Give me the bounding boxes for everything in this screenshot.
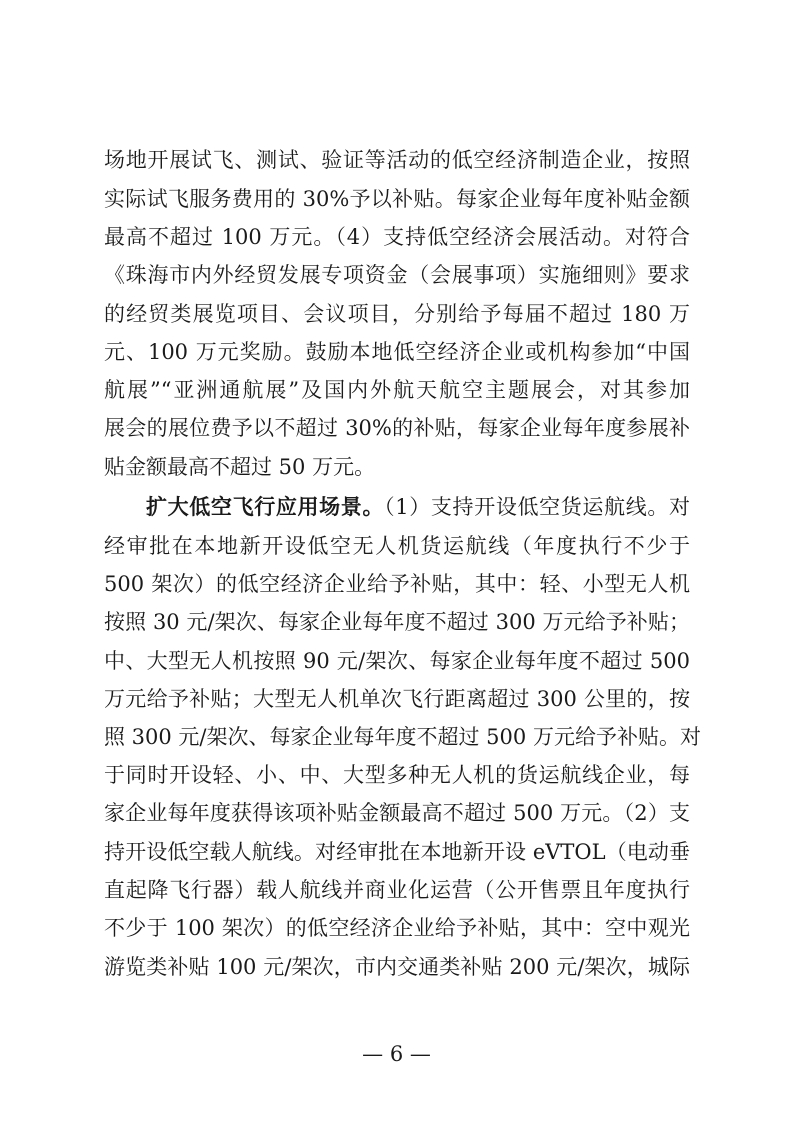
- paragraph-line: 不少于 100 架次）的低空经济企业给予补贴，其中：空中观光: [104, 916, 690, 940]
- paragraph-line: 直起降飞行器）载人航线并商业化运营（公开售票且年度执行: [104, 878, 690, 902]
- paragraph-line: 按照 30 元/架次、每家企业每年度不超过 300 万元给予补贴；: [104, 610, 690, 634]
- paragraph-line: 中、大型无人机按照 90 元/架次、每家企业每年度不超过 500: [104, 649, 690, 673]
- paragraph-line: 实际试飞服务费用的 30%予以补贴。每家企业每年度补贴金额: [104, 187, 690, 211]
- paragraph-line: 于同时开设轻、小、中、大型多种无人机的货运航线企业，每: [104, 763, 690, 787]
- paragraph-line: 最高不超过 100 万元。（4）支持低空经济会展活动。对符合: [104, 225, 690, 249]
- section-heading: 扩大低空飞行应用场景。: [146, 494, 385, 519]
- paragraph-line: 《珠海市内外经贸发展专项资金（会展事项）实施细则》要求: [104, 263, 690, 287]
- paragraph-line: 持开设低空载人航线。对经审批在本地新开设 eVTOL（电动垂: [104, 840, 690, 864]
- paragraph-line: 航展”“亚洲通航展”及国内外航天航空主题展会，对其参加: [104, 378, 690, 402]
- page-number: — 6 —: [362, 1042, 431, 1066]
- paragraph-line: 万元给予补贴；大型无人机单次飞行距离超过 300 公里的，按: [104, 687, 690, 711]
- paragraph-line: 场地开展试飞、测试、验证等活动的低空经济制造企业，按照: [104, 148, 690, 172]
- paragraph-line: 展会的展位费予以不超过 30%的补贴，每家企业每年度参展补: [104, 416, 690, 440]
- paragraph-line: 家企业每年度获得该项补贴金额最高不超过 500 万元。（2）支: [104, 801, 690, 825]
- paragraph-line: 照 300 元/架次、每家企业每年度不超过 500 万元给予补贴。对: [104, 725, 701, 749]
- paragraph-text: （1）支持开设低空货运航线。对: [384, 495, 690, 519]
- paragraph-line: 经审批在本地新开设低空无人机货运航线（年度执行不少于: [104, 534, 690, 558]
- paragraph-line: 游览类补贴 100 元/架次，市内交通类补贴 200 元/架次，城际: [104, 955, 690, 979]
- paragraph-first-line: [146, 495, 690, 519]
- paragraph-line: 贴金额最高不超过 50 万元。: [104, 455, 376, 479]
- paragraph-line: 元、100 万元奖励。鼓励本地低空经济企业或机构参加“中国: [104, 340, 690, 364]
- paragraph-line: 500 架次）的低空经济企业给予补贴，其中：轻、小型无人机: [104, 572, 690, 596]
- paragraph-line: 的经贸类展览项目、会议项目，分别给予每届不超过 180 万: [104, 302, 690, 326]
